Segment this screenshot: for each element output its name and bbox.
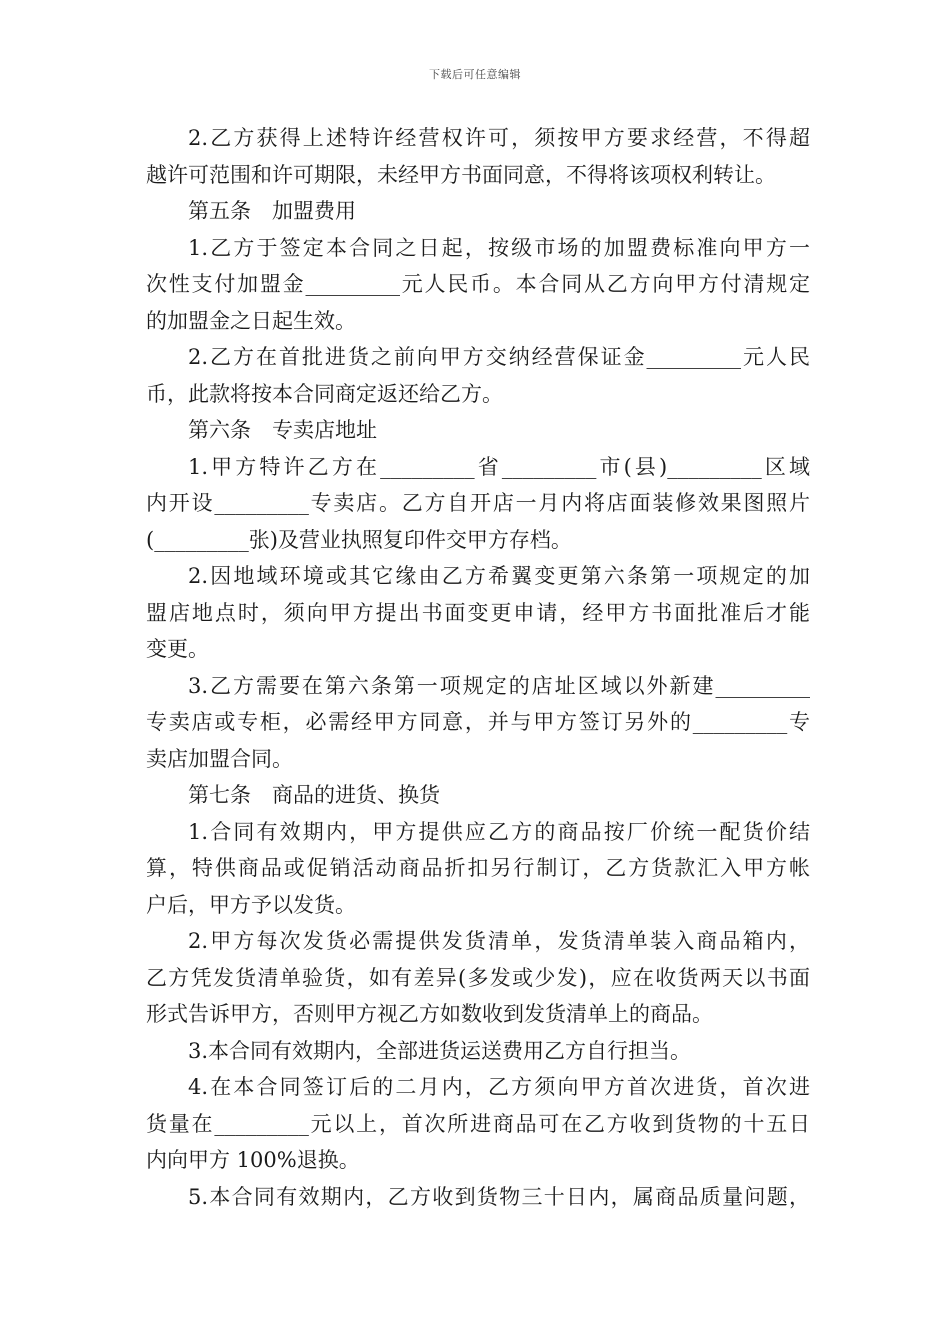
text-line: 卖店加盟合同。 xyxy=(146,746,293,771)
section-heading: 第七条 商品的进货、换货 xyxy=(188,783,440,807)
text-line: 1.甲方特许乙方在_________省_________市(县)_________区域 xyxy=(188,454,810,479)
text-line: 乙方凭发货清单验货，如有差异(多发或少发)，应在收货两天以书面 xyxy=(146,965,810,990)
text-line: 5.本合同有效期内，乙方收到货物三十日内，属商品质量问题， xyxy=(188,1184,810,1209)
page-header: 下载后可任意编辑 xyxy=(429,68,521,81)
text-line: 2.乙方在首批进货之前向甲方交纳经营保证金_________元人民 xyxy=(188,345,810,369)
text-line: (_________张)及营业执照复印件交甲方存档。 xyxy=(146,527,572,552)
text-line: 3.本合同有效期内，全部进货运送费用乙方自行担当。 xyxy=(188,1038,692,1063)
text-line: 内向甲方 100%退换。 xyxy=(146,1148,360,1172)
text-line: 的加盟金之日起生效。 xyxy=(146,308,356,333)
text-line: 次性支付加盟金_________元人民币。本合同从乙方向甲方付清规定 xyxy=(146,272,810,296)
text-line: 2.因地域环境或其它缘由乙方希翼变更第六条第一项规定的加 xyxy=(188,564,810,588)
text-line: 4.在本合同签订后的二月内，乙方须向甲方首次进货，首次进 xyxy=(188,1075,810,1099)
text-line: 2.乙方获得上述特许经营权许可，须按甲方要求经营，不得超 xyxy=(188,126,810,150)
contract-body xyxy=(146,120,810,1215)
text-line: 3.乙方需要在第六条第一项规定的店址区域以外新建_________ xyxy=(188,673,810,698)
text-line: 币，此款将按本合同商定返还给乙方。 xyxy=(146,381,503,406)
section-heading: 第五条 加盟费用 xyxy=(188,199,356,223)
text-line: 变更。 xyxy=(146,637,209,661)
text-line: 2.甲方每次发货必需提供发货清单，发货清单装入商品箱内， xyxy=(188,929,810,953)
text-line: 越许可范围和许可期限，未经甲方书面同意，不得将该项权利转让。 xyxy=(146,162,776,187)
section-heading: 第六条 专卖店地址 xyxy=(188,418,377,442)
text-line: 户后，甲方予以发货。 xyxy=(146,892,356,917)
text-line: 1.乙方于签定本合同之日起，按级市场的加盟费标准向甲方一 xyxy=(188,235,810,260)
text-line: 形式告诉甲方，否则甲方视乙方如数收到发货清单上的商品。 xyxy=(146,1002,713,1026)
text-line: 盟店地点时，须向甲方提出书面变更申请，经甲方书面批准后才能 xyxy=(146,600,810,625)
text-line: 算，特供商品或促销活动商品折扣另行制订，乙方货款汇入甲方帐 xyxy=(146,856,810,880)
text-line: 货量在_________元以上，首次所进商品可在乙方收到货物的十五日 xyxy=(146,1111,810,1136)
text-line: 1.合同有效期内，甲方提供应乙方的商品按厂价统一配货价结 xyxy=(188,819,810,844)
text-line: 专卖店或专柜，必需经甲方同意，并与甲方签订另外的_________专 xyxy=(146,710,810,734)
text-line: 内开设_________专卖店。乙方自开店一月内将店面装修效果图照片 xyxy=(146,491,810,515)
